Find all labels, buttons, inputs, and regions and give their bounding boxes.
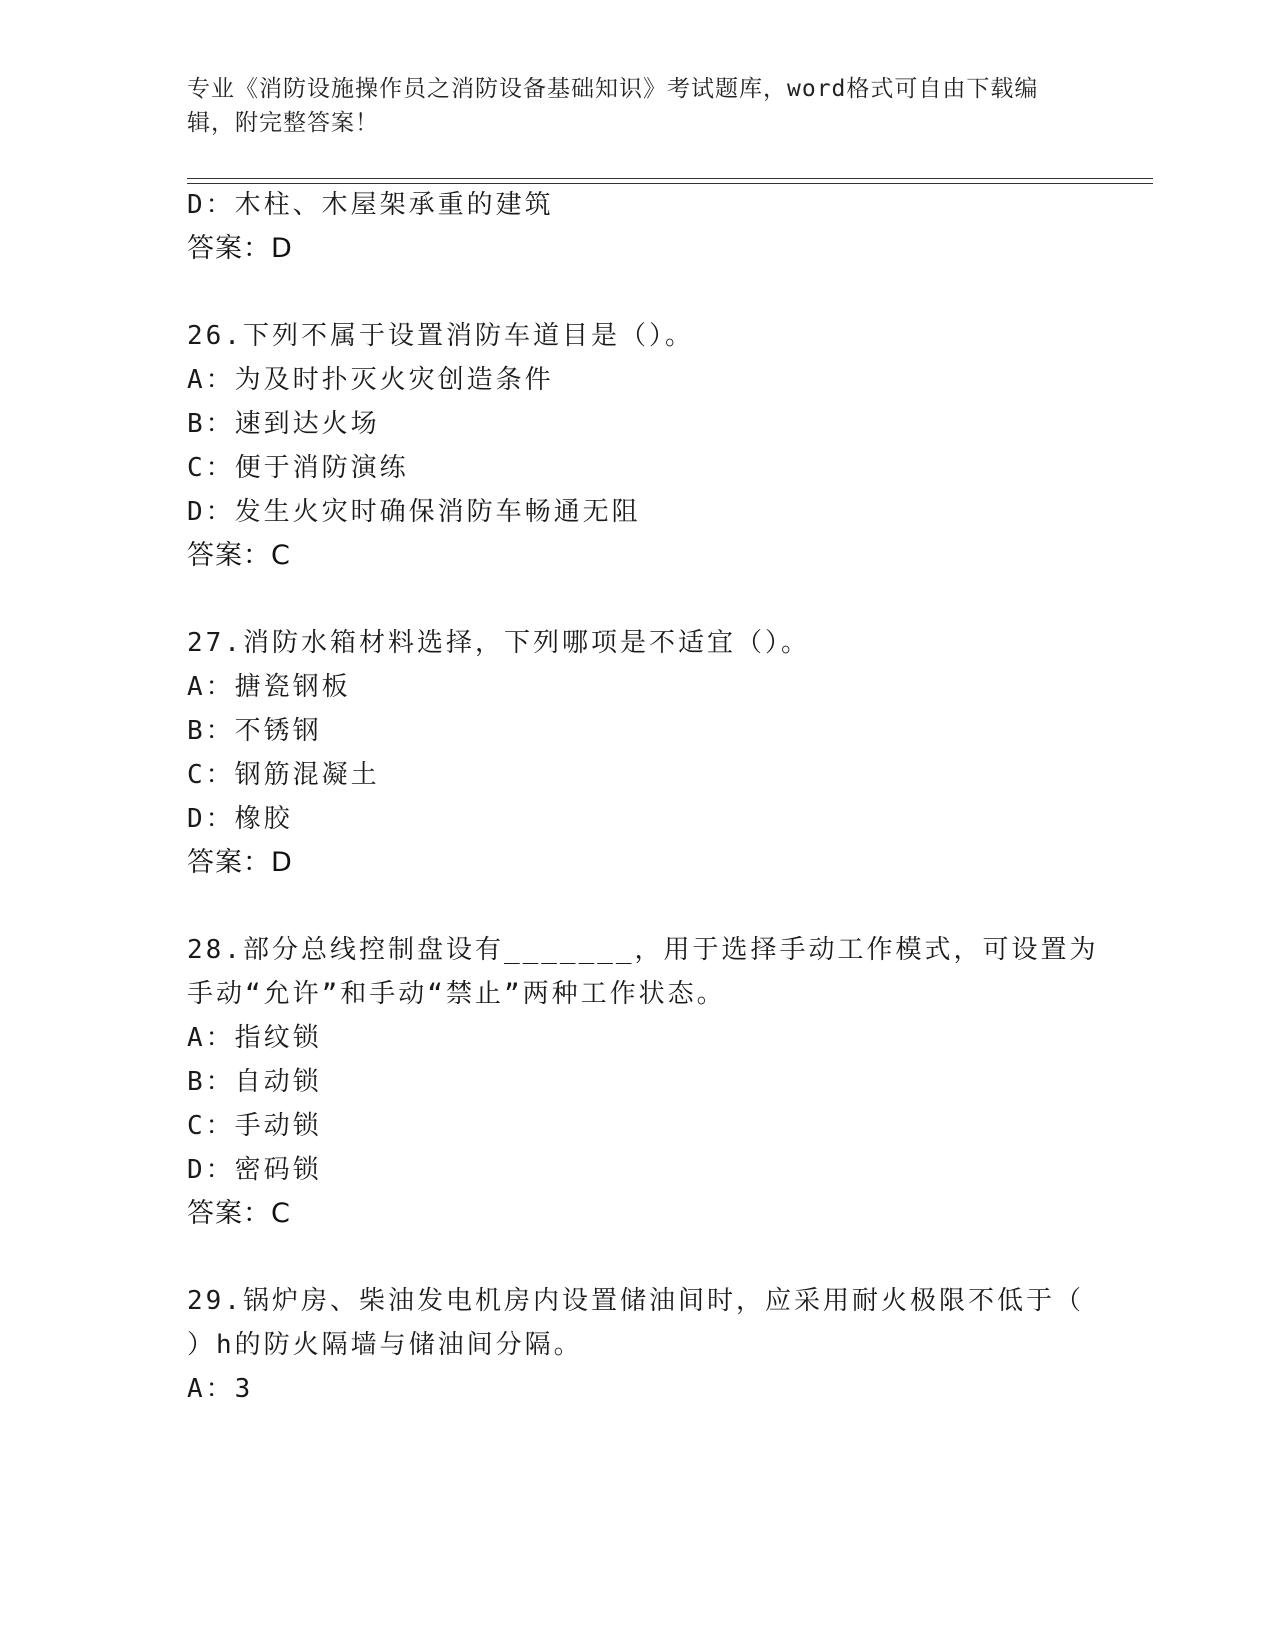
question-line: 28.部分总线控制盘设有_______，用于选择手动工作模式，可设置为 xyxy=(187,935,1099,965)
document-header xyxy=(187,72,1067,140)
header-line-1: 专业《消防设施操作员之消防设备基础知识》考试题库，word格式可自由下载编 xyxy=(187,76,1039,102)
question-line-continued: ）h的防火隔墙与储油间分隔。 xyxy=(187,1330,583,1360)
option-line: A：指纹锁 xyxy=(187,1023,322,1053)
option-line: B：自动锁 xyxy=(187,1067,322,1097)
question-line: 26.下列不属于设置消防车道目是（）。 xyxy=(187,321,694,351)
option-line: D：密码锁 xyxy=(187,1155,322,1185)
option-line: C：手动锁 xyxy=(187,1111,322,1141)
question-line-continued: 手动“允许”和手动“禁止”两种工作状态。 xyxy=(187,979,726,1009)
header-divider-top xyxy=(187,178,1153,179)
answer-line: 答案：D xyxy=(187,847,293,878)
question-line: 29.锅炉房、柴油发电机房内设置储油间时，应采用耐火极限不低于（ xyxy=(187,1286,1084,1316)
header-line-2: 辑，附完整答案！ xyxy=(187,110,379,136)
option-line: A：为及时扑灭火灾创造条件 xyxy=(187,365,554,395)
option-line: D：发生火灾时确保消防车畅通无阻 xyxy=(187,497,641,527)
option-line: C：钢筋混凝土 xyxy=(187,760,380,790)
option-line: A：3 xyxy=(187,1374,254,1404)
option-line: C：便于消防演练 xyxy=(187,453,409,483)
option-line: B：不锈钢 xyxy=(187,716,322,746)
answer-line: 答案：D xyxy=(187,233,293,264)
answer-line: 答案：C xyxy=(187,540,291,571)
option-line: A：搪瓷钢板 xyxy=(187,672,351,702)
answer-line: 答案：C xyxy=(187,1198,291,1229)
question-line: 27.消防水箱材料选择，下列哪项是不适宜（）。 xyxy=(187,628,810,658)
option-line: B：速到达火场 xyxy=(187,409,380,439)
header-divider-bottom xyxy=(187,183,1153,184)
option-line: D：木柱、木屋架承重的建筑 xyxy=(187,190,554,220)
option-line: D：橡胶 xyxy=(187,804,293,834)
